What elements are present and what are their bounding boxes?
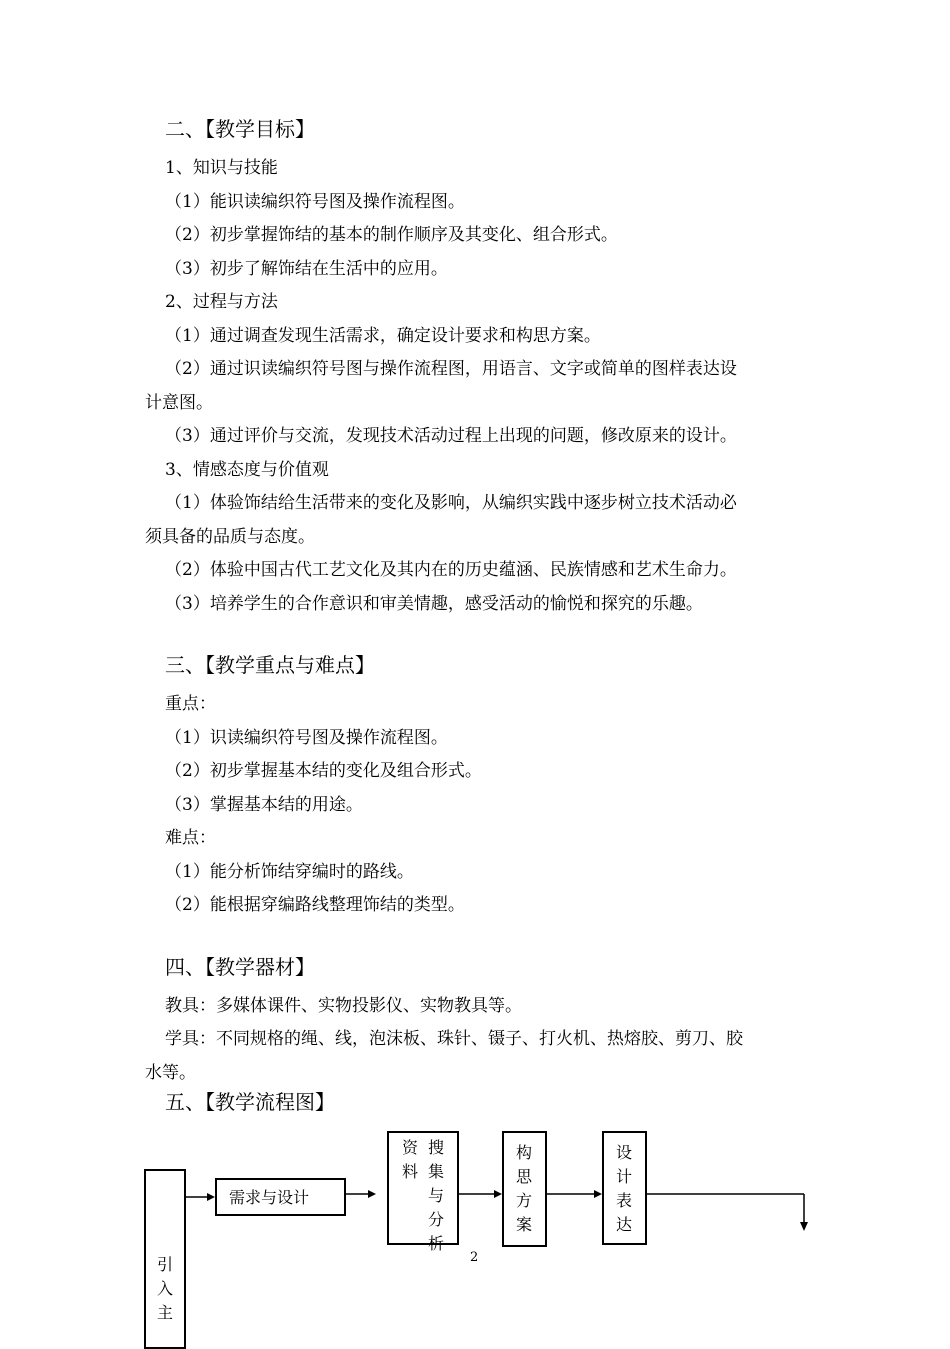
heading-teaching-flowchart: 五、【教学流程图】 [165, 1090, 335, 1114]
flow-box-collect-label-a: 资料 [401, 1138, 418, 1181]
arrowhead-collect-to-idea [494, 1190, 502, 1198]
flow-box-need-design [215, 1178, 346, 1216]
flow-box-collect-analyze [387, 1131, 459, 1253]
arrowhead-express-down [800, 1222, 808, 1231]
teacher-materials: 教具：多媒体课件、实物投影仪、实物教具等。 [165, 996, 522, 1016]
heading-teaching-goals: 二、【教学目标】 [165, 117, 315, 141]
key-point-1: （1）识读编织符号图及操作流程图。 [165, 728, 448, 748]
key-points-label: 重点： [165, 694, 216, 714]
subheading-emotion-values: 3、情感态度与价值观 [165, 460, 329, 480]
flow-box-need-design-label: 需求与设计 [229, 1188, 310, 1207]
flow-box-collect-label-b: 搜集与分析 [427, 1138, 444, 1253]
heading-key-difficult: 三、【教学重点与难点】 [165, 653, 375, 677]
difficult-points-label: 难点： [165, 828, 216, 848]
key-point-3: （3）掌握基本结的用途。 [165, 795, 363, 815]
goal-process-3: （3）通过评价与交流，发现技术活动过程上出现的问题，修改原来的设计。 [165, 426, 737, 446]
flow-box-concept-label: 构思方案 [515, 1143, 532, 1234]
page-number: 2 [470, 1250, 479, 1265]
flow-box-concept [502, 1131, 547, 1247]
goal-emotion-3: （3）培养学生的合作意识和审美情趣，感受活动的愉悦和探究的乐趣。 [165, 594, 703, 614]
difficult-point-1: （1）能分析饰结穿编时的路线。 [165, 862, 414, 882]
goal-knowledge-3: （3）初步了解饰结在生活中的应用。 [165, 259, 448, 279]
student-materials-line2: 水等。 [145, 1063, 196, 1083]
goal-process-2-line2: 计意图。 [145, 393, 213, 413]
goal-knowledge-2: （2）初步掌握饰结的基本的制作顺序及其变化、组合形式。 [165, 225, 618, 245]
subheading-process-method: 2、过程与方法 [165, 292, 278, 312]
arrowhead-intro-to-need [207, 1193, 215, 1201]
flow-box-intro [144, 1169, 186, 1349]
goal-process-1: （1）通过调查发现生活需求，确定设计要求和构思方案。 [165, 326, 601, 346]
flow-box-express-label: 设计表达 [615, 1143, 632, 1234]
key-point-2: （2）初步掌握基本结的变化及组合形式。 [165, 761, 482, 781]
goal-process-2-line1: （2）通过识读编织符号图与操作流程图，用语言、文字或简单的图样表达设 [165, 359, 737, 379]
heading-teaching-materials: 四、【教学器材】 [165, 955, 315, 979]
arrowhead-need-to-collect [368, 1190, 376, 1198]
student-materials-line1: 学具：不同规格的绳、线，泡沫板、珠针、镊子、打火机、热熔胶、剪刀、胶 [165, 1029, 743, 1049]
flow-box-intro-label: 引入主 [156, 1255, 173, 1322]
goal-emotion-1-line1: （1）体验饰结给生活带来的变化及影响，从编织实践中逐步树立技术活动必 [165, 493, 737, 513]
goal-knowledge-1: （1）能识读编织符号图及操作流程图。 [165, 192, 465, 212]
subheading-knowledge-skills: 1、知识与技能 [165, 158, 278, 178]
goal-emotion-1-line2: 须具备的品质与态度。 [145, 527, 315, 547]
goal-emotion-2: （2）体验中国古代工艺文化及其内在的历史蕴涵、民族情感和艺术生命力。 [165, 560, 737, 580]
arrowhead-idea-to-express [594, 1190, 602, 1198]
difficult-point-2: （2）能根据穿编路线整理饰结的类型。 [165, 895, 465, 915]
flow-box-express [602, 1131, 647, 1245]
